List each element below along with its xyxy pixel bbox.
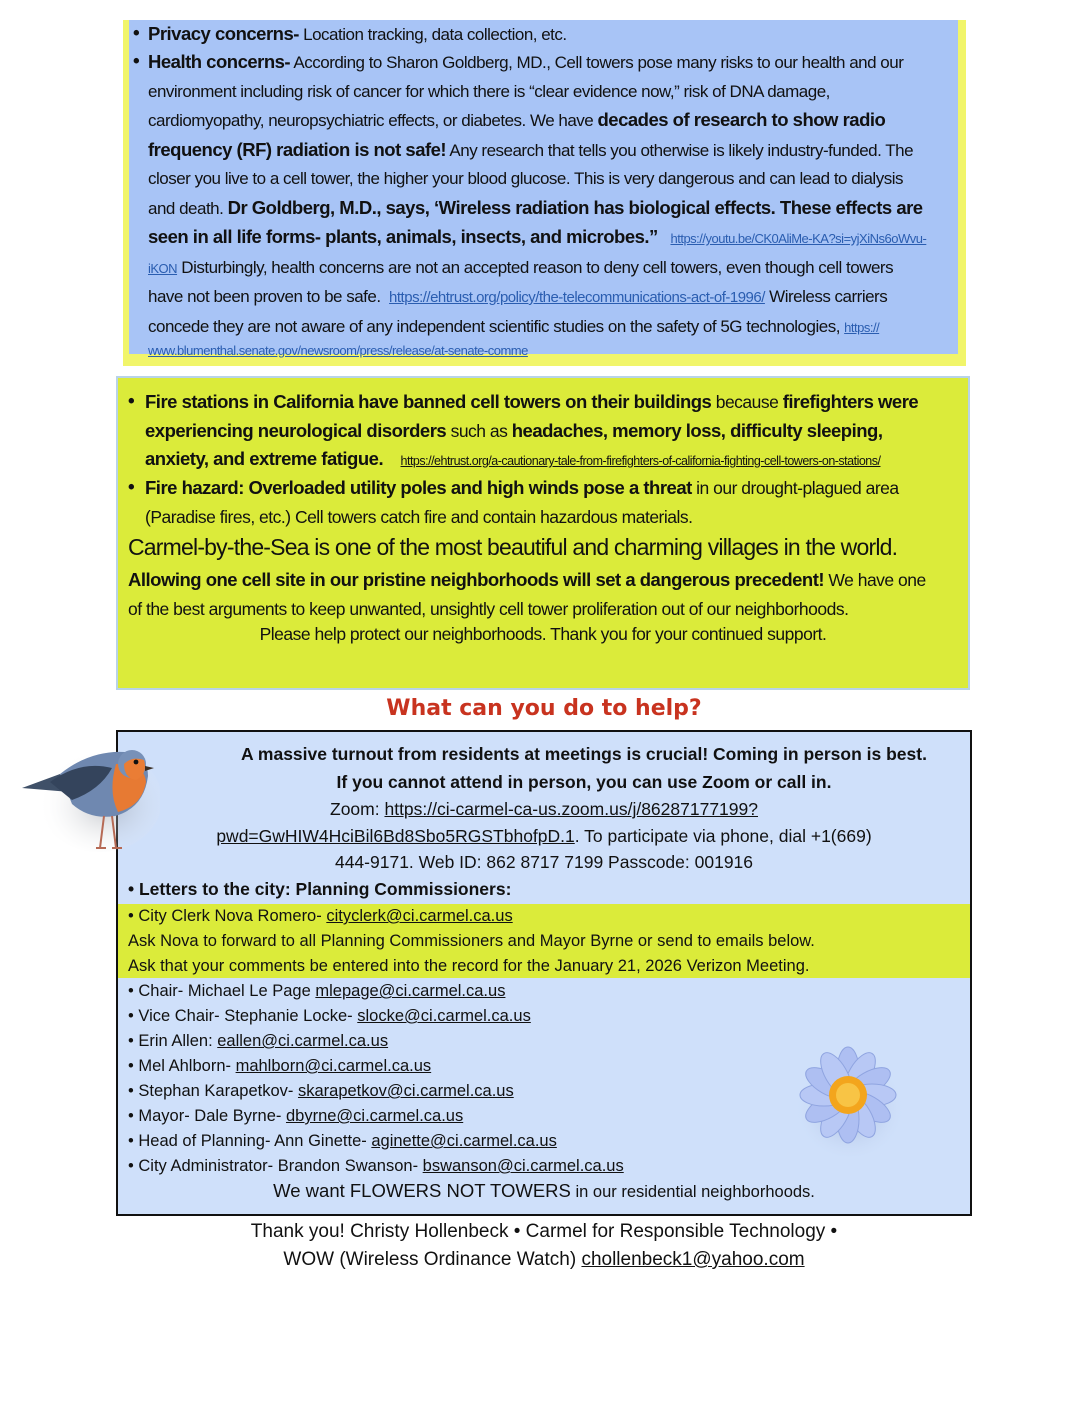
health-bold: seen in all life forms- plants, animals, insects, and microbes.” [148, 226, 658, 247]
health-concerns-panel [129, 20, 958, 358]
fire-bold: anxiety, and extreme fatigue. [145, 448, 384, 469]
health-text: environment including risk of cancer for which there is “clear evidence now,” risk of DNA damage, [148, 81, 830, 101]
fire-paragraph [145, 388, 965, 476]
turnout-line-2: If you cannot attend in person, you can use Zoom or call in. [336, 772, 832, 792]
commissioner-email[interactable]: mahlborn@ci.carmel.ca.us [235, 1057, 432, 1075]
youtube-link-cont[interactable]: iKON [148, 260, 178, 276]
zoom-line [118, 799, 970, 820]
commissioner-email[interactable]: dbyrne@ci.carmel.ca.us [285, 1107, 464, 1125]
commissioner-label: • Mel Ahlborn- [128, 1057, 236, 1075]
commissioner-email[interactable]: slocke@ci.carmel.ca.us [357, 1007, 531, 1025]
ehtrust-policy-link[interactable]: https://ehtrust.org/policy/the-telecommunications-act-of-1996/ [389, 289, 765, 306]
health-text: According to Sharon Goldberg, MD., Cell towers pose many risks to our health and our [290, 53, 904, 72]
health-concerns-section [123, 20, 966, 366]
forward-line: Ask Nova to forward to all Planning Commissioners and Mayor Byrne or send to emails below. [128, 932, 815, 950]
commissioner-email[interactable]: bswanson@ci.carmel.ca.us [422, 1157, 624, 1175]
health-bullet: • [133, 51, 140, 72]
footer-line-2 [0, 1246, 1088, 1274]
health-text: Any research that tells you otherwise is likely industry-funded. The [446, 140, 914, 160]
commissioner-email[interactable]: aginette@ci.carmel.ca.us [371, 1132, 557, 1150]
health-paragraph [148, 48, 960, 372]
health-text: concede they are not aware of any independent scientific studies on the safety of 5G technologies, [148, 316, 845, 336]
commissioner-row [128, 979, 505, 1004]
hazard-bold: Fire hazard: Overloaded utility poles and high winds pose a threat [145, 477, 692, 498]
health-text: Disturbingly, health concerns are not an accepted reason to deny cell towers, even though cell towers [177, 257, 894, 277]
commissioner-label: • Mayor- Dale Byrne- [128, 1107, 286, 1125]
senate-link[interactable]: https:// [844, 319, 880, 335]
health-text: cardiomyopathy, neuropsychiatric effects, or diabetes. We have [148, 111, 598, 130]
help-heading: What can you do to help? [386, 696, 702, 721]
commissioner-label: • Chair- Michael Le Page [128, 982, 316, 1000]
firefighters-link[interactable]: https://ehtrust.org/a-cautionary-tale-from-firefighters-of-california-fighting-cell-towers-on-stations/ [400, 454, 881, 468]
commissioner-row [128, 1104, 463, 1129]
privacy-title: Privacy concerns- [148, 23, 299, 44]
footer-wow-text: WOW (Wireless Ordinance Watch) [283, 1249, 582, 1270]
commissioner-label: • City Administrator- Brandon Swanson- [128, 1157, 423, 1175]
clerk-email[interactable]: cityclerk@ci.carmel.ca.us [326, 907, 513, 925]
precedent-paragraph [128, 566, 964, 623]
health-text: have not been proven to be safe. [148, 287, 385, 306]
privacy-line [148, 20, 956, 50]
fire-section [116, 376, 970, 690]
zoom-link-cont[interactable]: pwd=GwHIW4HciBil6Bd8Sbo5RGSTbhofpD.1 [216, 826, 575, 846]
commissioner-label: • Vice Chair- Stephanie Locke- [128, 1007, 358, 1025]
health-title: Health concerns- [148, 51, 291, 72]
commissioner-label: • Stephan Karapetkov- [128, 1082, 298, 1100]
thanks-line: Please help protect our neighborhoods. Thank you for your continued support. [259, 624, 827, 644]
health-bold: decades of research to show radio [597, 109, 886, 130]
footer [0, 1218, 1088, 1274]
daisy-flower-icon [788, 1037, 908, 1157]
flowers-big-text: We want FLOWERS NOT TOWERS [273, 1180, 571, 1201]
fire-text: such as [446, 420, 512, 441]
letters-heading: • Letters to the city: Planning Commissioners: [128, 879, 512, 899]
commissioner-row [128, 1029, 388, 1054]
precedent-bold: Allowing one cell site in our pristine neighborhoods will set a dangerous precedent! [128, 569, 825, 590]
health-text: Wireless carriers [764, 287, 888, 306]
carmel-line: Carmel-by-the-Sea is one of the most beautiful and charming villages in the world. [128, 534, 898, 560]
commissioner-row [128, 1154, 624, 1179]
health-text: and death. [148, 198, 228, 218]
precedent-text: of the best arguments to keep unwanted, unsightly cell tower proliferation out of our neighborhoods. [128, 598, 849, 619]
clerk-label: • City Clerk Nova Romero- [128, 907, 327, 925]
hazard-text: (Paradise fires, etc.) Cell towers catch fire and contain hazardous materials. [145, 506, 693, 527]
fire-text: because [711, 392, 783, 412]
zoom-link[interactable]: https://ci-carmel-ca-us.zoom.us/j/86287177199? [384, 799, 758, 819]
fire-bullet: • [128, 391, 135, 412]
privacy-text: Location tracking, data collection, etc. [298, 25, 567, 44]
robin-bird-icon [20, 730, 160, 855]
commissioner-email[interactable]: mlepage@ci.carmel.ca.us [315, 982, 506, 1000]
help-section [116, 730, 972, 1216]
commissioner-row [128, 1004, 531, 1029]
city-clerk-band [118, 904, 970, 978]
youtube-link[interactable]: https://youtu.be/CK0AliMe-KA?si=yjXiNs6oWvu- [670, 231, 927, 246]
record-line: Ask that your comments be entered into the record for the January 21, 2026 Verizon Meeting. [128, 957, 810, 975]
fire-bold: Fire stations in California have banned cell towers on their buildings [145, 391, 712, 412]
hazard-text: in our drought-plagued area [691, 478, 899, 498]
footer-email[interactable]: chollenbeck1@yahoo.com [581, 1249, 805, 1270]
commissioner-row [128, 1079, 514, 1104]
turnout-line-1: A massive turnout from residents at meetings is crucial! Coming in person is best. [241, 744, 927, 764]
flowers-small-text: in our residential neighborhoods. [570, 1183, 815, 1201]
senate-link-cont[interactable]: www.blumenthal.senate.gov/newsroom/press/release/at-senate-comme [148, 343, 528, 358]
zoom-label: Zoom: [330, 799, 385, 819]
flowers-line [118, 1180, 970, 1202]
fire-bold: experiencing neurological disorders [145, 419, 447, 441]
commissioner-email[interactable]: skarapetkov@ci.carmel.ca.us [297, 1082, 514, 1100]
privacy-bullet: • [133, 23, 140, 44]
phone-line: 444-9171. Web ID: 862 8717 7199 Passcode: 001916 [334, 852, 754, 872]
commissioner-row [128, 1054, 431, 1079]
hazard-bullet: • [128, 477, 135, 498]
hazard-paragraph [145, 474, 965, 531]
commissioner-label: • Head of Planning- Ann Ginette- [128, 1132, 372, 1150]
commissioner-email[interactable]: eallen@ci.carmel.ca.us [217, 1032, 389, 1050]
footer-line-1: Thank you! Christy Hollenbeck • Carmel for Responsible Technology • [250, 1221, 838, 1242]
clerk-line [128, 904, 513, 929]
commissioner-row [128, 1129, 557, 1154]
phone-text: . To participate via phone, dial +1(669) [574, 826, 872, 846]
precedent-text: We have one [824, 570, 926, 590]
fire-bold: firefighters were [782, 391, 919, 412]
health-bold: frequency (RF) radiation is not safe! [148, 138, 447, 160]
commissioner-label: • Erin Allen: [128, 1032, 218, 1050]
health-text: closer you live to a cell tower, the higher your blood glucose. This is very dangerous and can lead to dialysis [148, 169, 903, 188]
health-bold: Dr Goldberg, M.D., says, ‘Wireless radiation has biological effects. These effects are [227, 196, 923, 218]
zoom-line-2 [118, 826, 970, 847]
fire-bold: headaches, memory loss, difficulty sleeping, [511, 419, 883, 441]
